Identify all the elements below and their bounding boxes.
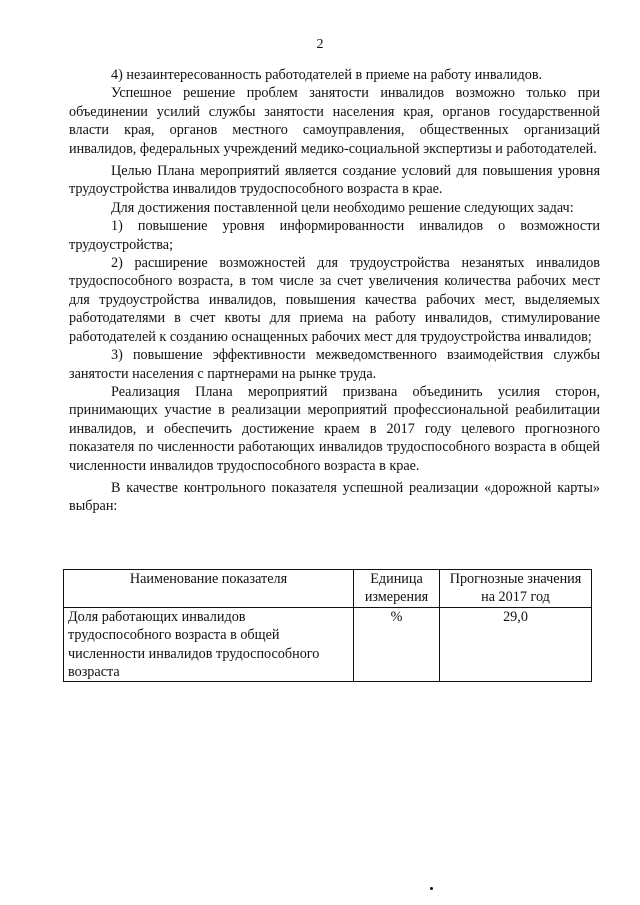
table-cell-forecast-value: 29,0 [440,607,592,682]
paragraph-tasks-intro: Для достижения поставленной цели необходимо решение следующих задач: [111,199,574,216]
indicator-table [63,569,592,682]
paragraph-task-2: 2) расширение возможностей для трудоустройства незанятых инвалидов трудоспособного возраста, в том числе за счет увеличения количества рабочих мест для трудоустройства инвалидов, повышения качества рабочих мест, выделяемых работодателями в счет квоты для приема на работу инвалидов, стимулирование работодателей к созданию оснащенных рабочих мест для трудоустройства инвалидов; [69,255,600,345]
table-header-row [64,570,592,608]
table-cell-unit: % [354,607,440,682]
paragraph-success-conditions: Успешное решение проблем занятости инвалидов возможно только при объединении усилий службы занятости населения края, органов государственной власти края, органов местного самоуправления, общественных организаций инвалидов, федеральных учреждений медико-социальной экспертизы и работодателей. [69,85,600,157]
table-header-cell: Прогнозные значения на 2017 год [440,570,592,608]
paragraph-reason-4: 4) незаинтересованность работодателей в приеме на работу инвалидов. [111,67,543,83]
table-row [64,607,592,682]
paragraph-plan-goal: Целью Плана мероприятий является создание условий для повышения уровня трудоустройства инвалидов трудоспособного возраста в крае. [69,163,600,198]
page-number: 2 [316,37,324,52]
paragraph-control-indicator: В качестве контрольного показателя успешной реализации «дорожной карты» выбран: [69,479,600,515]
table-header-cell: Наименование показателя [64,570,354,608]
paragraph-task-1: 1) повышение уровня информированности инвалидов о возможности трудоустройства; [69,218,600,253]
document-body [69,66,600,516]
table-header-cell: Единица измерения [354,570,440,608]
paragraph-implementation: Реализация Плана мероприятий призвана объединить усилия сторон, принимающих участие в реализации мероприятий профессиональной реабилитации инвалидов, и обеспечить достижение краем в 2017 году целевого прогнозного показателя по численности работающих инвалидов трудоспособного возраста в общей численности инвалидов трудоспособного возраста в крае. [69,383,600,474]
table-cell-indicator-name: Доля работающих инвалидов трудоспособного возраста в общей численности инвалидов трудоспособного возраста [64,607,354,682]
paragraph-task-3: 3) повышение эффективности межведомственного взаимодействия службы занятости населения с партнерами на рынке труда. [69,347,600,382]
scan-dot-mark [430,887,433,890]
